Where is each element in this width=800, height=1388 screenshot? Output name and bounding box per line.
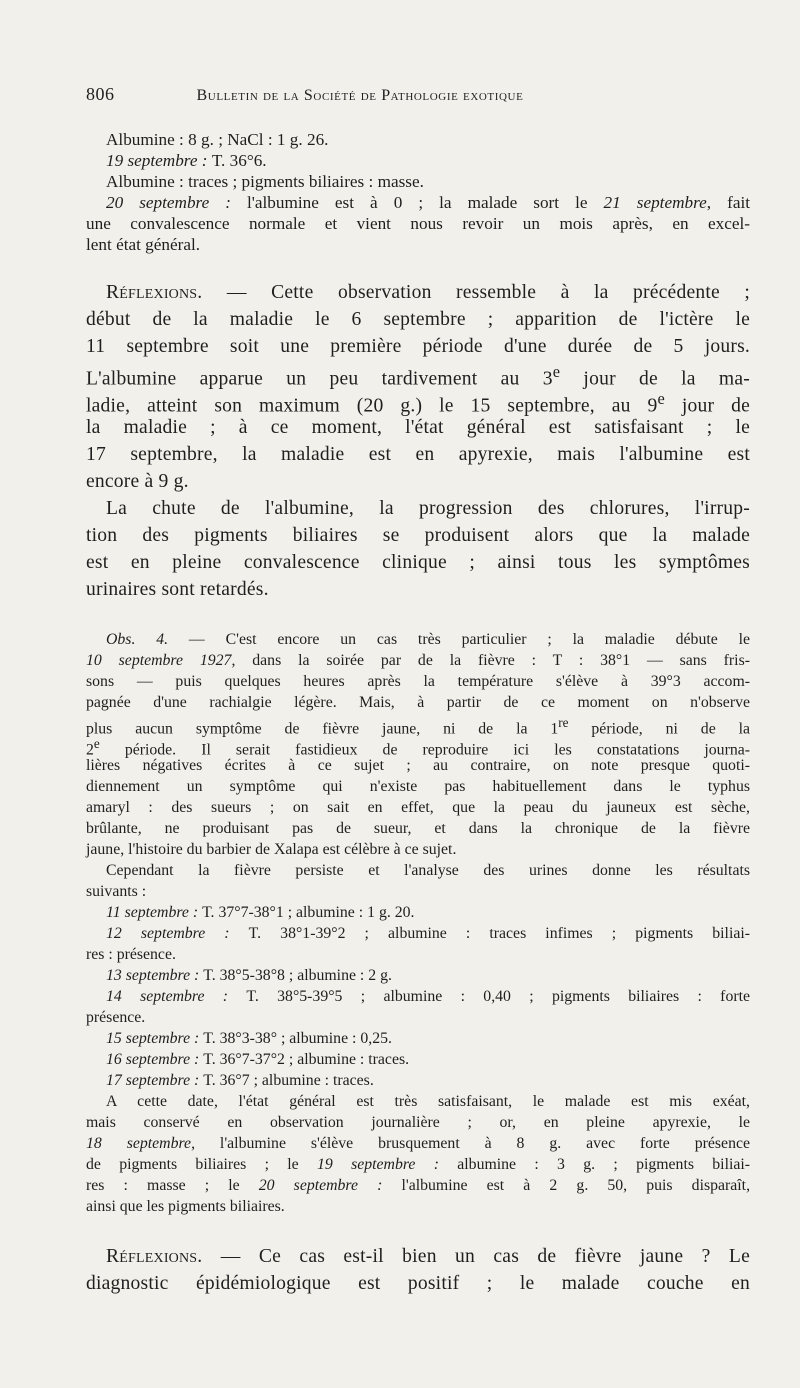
- superscript: re: [558, 715, 569, 730]
- text-span: jour de: [664, 395, 750, 417]
- text-line: [86, 1199, 285, 1215]
- date-span: 13 septembre :: [106, 967, 204, 984]
- running-title: Bulletin de la Société de Pathologie exotique: [196, 87, 524, 104]
- text-span: T. 38°5-38°8 ; albumine : 2 g.: [203, 967, 392, 984]
- text-line: [106, 1094, 750, 1110]
- obs-label: Obs. 4.: [106, 631, 169, 648]
- text-line: [86, 842, 456, 858]
- text-span: début de la maladie le 6 septembre ; apparition de l'ictère le: [86, 309, 750, 330]
- text-span: diennement un symptôme qui n'existe pas habituellement dans le typhus: [86, 778, 750, 795]
- text-span: urinaires sont retardés.: [86, 579, 269, 600]
- text-line: [86, 418, 750, 438]
- text-span: res : masse ; le: [86, 1177, 259, 1194]
- text-span: Albumine : traces ; pigments biliaires : masse.: [106, 172, 424, 191]
- date-span: 20 septembre :: [258, 1177, 383, 1194]
- text-span: tion des pigments biliaires se produisent alors que la malade: [86, 525, 750, 546]
- text-span: — C'est encore un cas très particulier ; la maladie débute le: [168, 631, 750, 648]
- text-line: [106, 1247, 750, 1267]
- text-line: [86, 337, 750, 357]
- text-span: plus aucun symptôme de fièvre jaune, ni de la 1: [86, 720, 559, 738]
- text-span: présence.: [86, 1009, 146, 1026]
- text-span: encore à 9 g.: [86, 471, 189, 492]
- text-line: [86, 364, 750, 389]
- text-span: albumine : 3 g. ; pigments biliai-: [438, 1156, 751, 1173]
- text-line: [86, 472, 189, 492]
- text-line: [106, 194, 750, 211]
- text-span: diagnostic épidémiologique est positif ; le malade couche en: [86, 1273, 750, 1294]
- text-line: [86, 580, 269, 600]
- text-span: lières négatives écrites à ce sujet ; au contraire, on note presque quoti-: [86, 757, 750, 774]
- text-line: [86, 716, 750, 737]
- text-line: [86, 1157, 750, 1173]
- text-line: [86, 236, 200, 253]
- date-span: 16 septembre :: [106, 1051, 204, 1068]
- text-span: de pigments biliaires ; le: [86, 1156, 317, 1173]
- text-line: [86, 674, 750, 690]
- text-line: [106, 1031, 392, 1047]
- text-span: res : présence.: [86, 946, 176, 963]
- running-header: [86, 84, 706, 105]
- text-line: [86, 884, 146, 900]
- text-span: lent état général.: [86, 235, 201, 254]
- text-span: , l'albumine s'élève brusquement à 8 g. avec forte présence: [191, 1135, 750, 1152]
- text-line: [86, 653, 750, 669]
- text-line: [86, 1274, 750, 1294]
- date-span: 20 septembre :: [106, 193, 248, 212]
- text-line: [86, 821, 750, 837]
- text-span: A cette date, l'état général est très satisfaisant, le malade est mis exéat,: [106, 1093, 750, 1110]
- text-line: [106, 926, 750, 942]
- text-span: T. 38°3-38° ; albumine : 0,25.: [203, 1030, 392, 1047]
- superscript: e: [552, 362, 561, 381]
- text-span: la maladie ; à ce moment, l'état général est satisfaisant ; le: [86, 417, 750, 438]
- superscript: e: [93, 736, 100, 751]
- text-span: La chute de l'albumine, la progression des chlorures, l'irrup-: [106, 498, 750, 519]
- text-line: [86, 695, 750, 711]
- text-span: pagnée d'une rachialgie légère. Mais, à partir de ce moment on n'observe: [86, 694, 750, 711]
- date-span: 12 septembre :: [106, 925, 249, 942]
- text-span: L'albumine apparue un peu tardivement au 3: [86, 368, 553, 390]
- text-span: période, ni de la: [568, 720, 750, 738]
- text-line: [106, 283, 750, 303]
- text-span: Albumine : 8 g. ; NaCl : 1 g. 26.: [106, 130, 329, 149]
- text-line: [106, 173, 424, 190]
- text-line: [86, 758, 750, 774]
- text-span: 11 septembre soit une première période d'une durée de 5 jours.: [86, 336, 750, 357]
- text-span: — Ce cas est-il bien un cas de fièvre jaune ? Le: [202, 1246, 750, 1267]
- text-line: [106, 499, 750, 519]
- text-line: [106, 131, 328, 148]
- text-span: , fait: [706, 193, 751, 212]
- text-line: [86, 1115, 750, 1131]
- text-span: T. 38°1-39°2 ; albumine : traces infimes ; pigments biliai-: [248, 925, 750, 942]
- text-line: [86, 1010, 145, 1026]
- section-heading: Réflexions.: [106, 282, 203, 303]
- text-span: 17 septembre, la maladie est en apyrexie, mais l'albumine est: [86, 444, 750, 465]
- text-span: Cependant la fièvre persiste et l'analyse des urines donne les résultats: [106, 862, 750, 879]
- text-line: [106, 968, 392, 984]
- text-span: T. 37°7-38°1 ; albumine : 1 g. 20.: [202, 904, 415, 921]
- text-span: T. 36°6.: [211, 151, 267, 170]
- text-line: [106, 989, 750, 1005]
- text-line: [86, 1178, 750, 1194]
- text-line: [86, 445, 750, 465]
- text-span: amaryl : des sueurs ; on sait en effet, que la peau du jauneux est sèche,: [86, 799, 750, 816]
- text-line: [86, 800, 750, 816]
- text-line: [86, 215, 750, 232]
- date-span: 14 septembre :: [106, 988, 247, 1005]
- text-line: [86, 553, 750, 573]
- text-line: [106, 1052, 409, 1068]
- text-span: l'albumine est à 2 g. 50, puis disparaît,: [382, 1177, 751, 1194]
- date-span: 17 septembre :: [106, 1072, 204, 1089]
- text-span: T. 38°5-39°5 ; albumine : 0,40 ; pigments biliaires : forte: [246, 988, 750, 1005]
- text-line: [86, 1136, 750, 1152]
- page-number: 806: [86, 84, 115, 104]
- text-span: 2: [86, 741, 94, 759]
- text-span: brûlante, ne produisant pas de sueur, et dans la chronique de la fièvre: [86, 820, 750, 837]
- text-span: ladie, atteint son maximum (20 g.) le 15 septembre, au 9: [86, 395, 658, 417]
- date-span: 18 septembre: [86, 1135, 192, 1152]
- text-span: est en pleine convalescence clinique ; ainsi tous les symptômes: [86, 552, 750, 573]
- text-span: suivants :: [86, 883, 147, 900]
- text-line: [86, 526, 750, 546]
- date-span: 19 septembre :: [316, 1156, 439, 1173]
- text-span: sons — puis quelques heures après la température s'élève à 39°3 accom-: [86, 673, 750, 690]
- text-line: [86, 947, 176, 963]
- text-span: mais conservé en observation journalière ; or, en pleine apyrexie, le: [86, 1114, 750, 1131]
- text-line: [86, 779, 750, 795]
- date-span: 11 septembre :: [106, 904, 203, 921]
- text-span: l'albumine est à 0 ; la malade sort le: [247, 193, 604, 212]
- text-span: ainsi que les pigments biliaires.: [86, 1198, 285, 1215]
- text-line: [106, 905, 415, 921]
- text-span: jour de la ma-: [560, 368, 750, 390]
- text-line: [86, 310, 750, 330]
- text-span: T. 36°7 ; albumine : traces.: [203, 1072, 374, 1089]
- text-line: [106, 152, 267, 169]
- date-span: 21 septembre: [603, 193, 707, 212]
- text-span: période. Il serait fastidieux de reproduire ici les constatations journa-: [99, 741, 750, 759]
- text-line: [106, 1073, 374, 1089]
- date-span: 10 septembre 1927: [86, 652, 232, 669]
- text-span: , dans la soirée par de la fièvre : T : 38°1 — sans fris-: [231, 652, 750, 669]
- date-span: 19 septembre :: [106, 151, 212, 170]
- section-heading: Réflexions.: [106, 1246, 203, 1267]
- text-line: [106, 863, 750, 879]
- text-line: [86, 737, 750, 758]
- date-span: 15 septembre :: [106, 1030, 204, 1047]
- superscript: e: [657, 389, 665, 408]
- text-line: [106, 632, 750, 648]
- text-span: jaune, l'histoire du barbier de Xalapa est célèbre à ce sujet.: [86, 841, 457, 858]
- text-span: T. 36°7-37°2 ; albumine : traces.: [203, 1051, 410, 1068]
- text-span: une convalescence normale et vient nous revoir un mois après, en excel-: [86, 214, 750, 233]
- text-span: — Cette observation ressemble à la précédente ;: [202, 282, 750, 303]
- text-line: [86, 391, 750, 416]
